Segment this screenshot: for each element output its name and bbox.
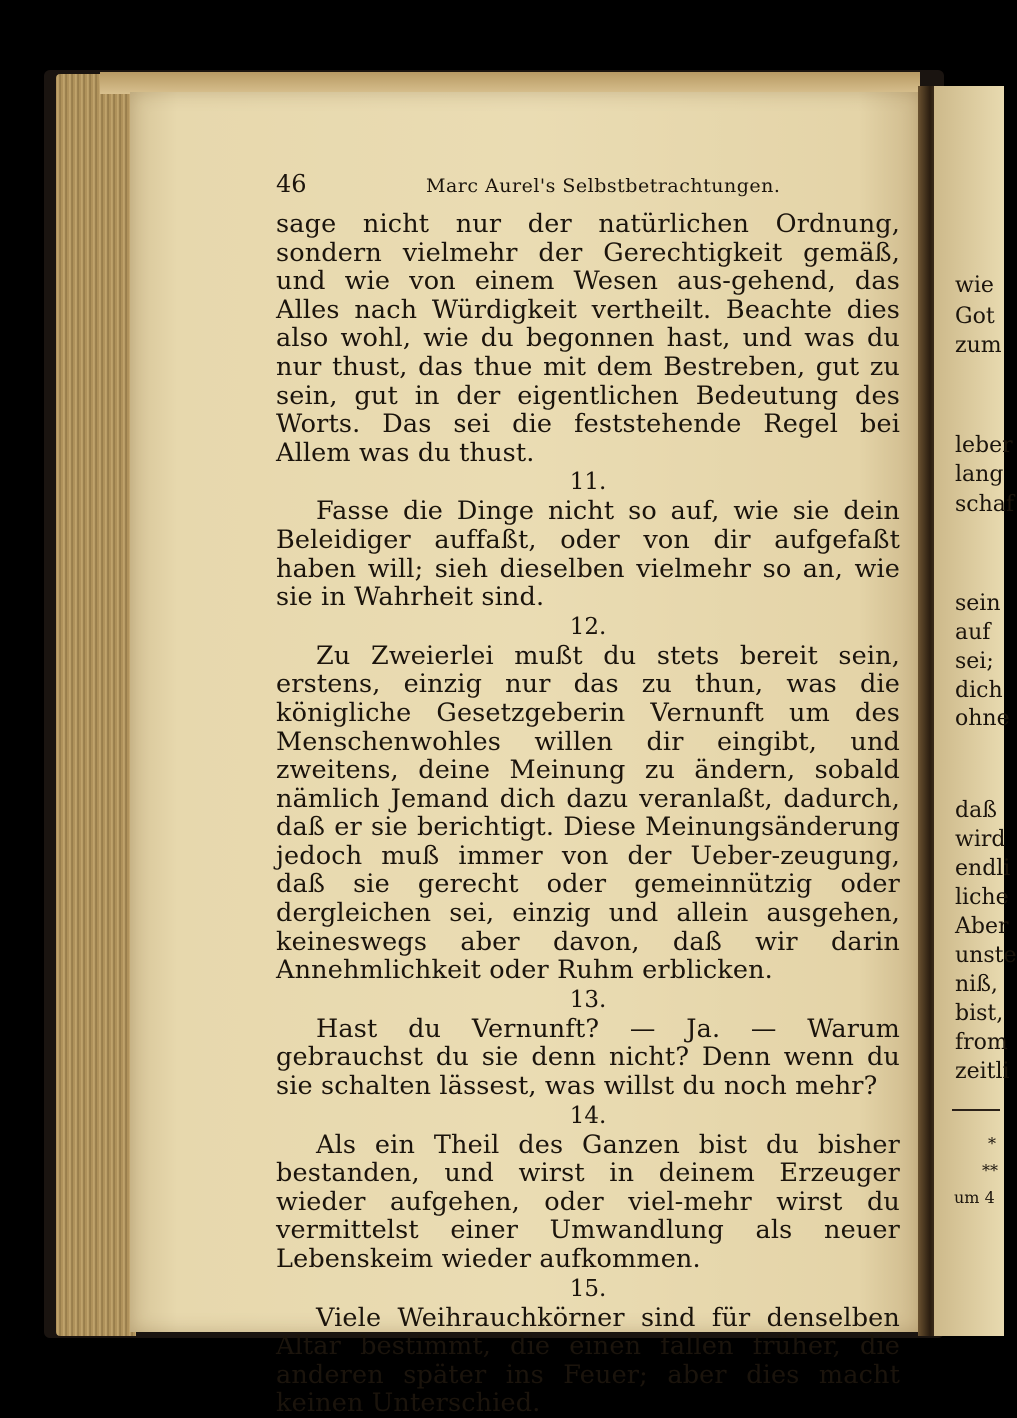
facing-fragment: zum bbox=[955, 333, 1002, 358]
facing-fragment: sein bbox=[955, 591, 1001, 616]
facing-fragment: leber bbox=[955, 433, 1013, 458]
facing-fragment: Got bbox=[955, 304, 995, 329]
facing-fragment: um 4 bbox=[954, 1188, 995, 1207]
facing-fragment: * bbox=[988, 1134, 996, 1153]
facing-fragment: ohne bbox=[955, 706, 1010, 731]
section-text: Fasse die Dinge nicht so auf, wie sie dein Beleidiger auffaßt, oder von dir aufgefaßt haben will; sieh dieselben vielmehr so an, wie sie in Wahrheit sind. bbox=[276, 496, 900, 613]
section-text: Viele Weihrauchkörner sind für denselben Altar bestimmt, die einen fallen früher, die anderen später ins Feuer; aber dies macht keinen Unterschied. bbox=[276, 1302, 900, 1418]
section-text: Zu Zweierlei mußt du stets bereit sein, erstens, einzig nur das zu thun, was die königliche Gesetzgeberin Vernunft um des Menschenwohles willen dir eingibt, und zweitens, deine Meinung zu ändern, sobald nämlich Jemand dich dazu veranlaßt, dadurch, daß er sie berichtigt. Diese Meinungsänderung jedoch muß immer von der Ueber-zeugung, daß sie gerecht oder gemeinnützig oder dergleichen sei, einzig und allein ausgehen, keineswegs aber davon, daß wir darin Annehmlichkeit oder Ruhm erblicken. bbox=[276, 640, 900, 986]
facing-fragment: zeitli bbox=[955, 1059, 1010, 1084]
facing-fragment: unste bbox=[955, 943, 1017, 968]
facing-fragment: schaf bbox=[955, 492, 1015, 517]
continuation-paragraph: sage nicht nur der natürlichen Ordnung, sondern vielmehr der Gerechtigkeit gemäß, und wie von einem Wesen aus-gehend, das Alles nach Würdigkeit vertheilt. Beachte dies also wohl, wie du begonnen hast, und was du nur thust, das thue mit dem Bestreben, gut zu sein, gut in der eigentlichen Bedeutung des Worts. Das sei die feststehende Regel bei Allem was du thust. bbox=[276, 209, 900, 468]
facing-fragment: daß bbox=[955, 798, 997, 823]
page-header bbox=[276, 170, 900, 210]
facing-fragment: niß, bbox=[955, 972, 998, 997]
page-edges-top bbox=[100, 72, 920, 94]
page-text bbox=[276, 170, 900, 1418]
running-title: Marc Aurel's Selbstbetrachtungen. bbox=[426, 175, 781, 197]
facing-fragment: sei; bbox=[955, 649, 994, 674]
facing-fragment: from bbox=[955, 1030, 1008, 1055]
section-number: 13. bbox=[569, 986, 607, 1013]
section-text: Hast du Vernunft? — Ja. — Warum gebrauchst du sie denn nicht? Denn wenn du sie schalten lässest, was willst du noch mehr? bbox=[276, 1013, 900, 1102]
facing-fragment: wie bbox=[955, 273, 994, 298]
section-number: 15. bbox=[569, 1275, 607, 1302]
facing-fragment: lang bbox=[955, 462, 1004, 487]
section-number: 11. bbox=[569, 469, 607, 496]
section-number: 14. bbox=[569, 1102, 607, 1129]
facing-fragment: liche bbox=[955, 885, 1009, 910]
facing-fragment: bist, bbox=[955, 1001, 1004, 1026]
page-number: 46 bbox=[276, 170, 307, 198]
section-text: Als ein Theil des Ganzen bist du bisher bestanden, und wirst in deinem Erzeuger wieder aufgehen, oder viel-mehr wirst du vermittelst einer Umwandlung als neuer Lebenskeim wieder aufkommen. bbox=[276, 1129, 900, 1274]
facing-fragment: wird bbox=[955, 827, 1006, 852]
page-edges bbox=[56, 74, 136, 1336]
facing-fragment: endli bbox=[955, 856, 1011, 881]
facing-fragment: ** bbox=[982, 1161, 998, 1180]
facing-fragment: Aber bbox=[955, 914, 1009, 939]
facing-fragment: dich bbox=[955, 678, 1003, 703]
footnote-rule bbox=[952, 1109, 1000, 1111]
section-number: 12. bbox=[569, 613, 607, 640]
facing-fragment: auf bbox=[955, 620, 991, 645]
